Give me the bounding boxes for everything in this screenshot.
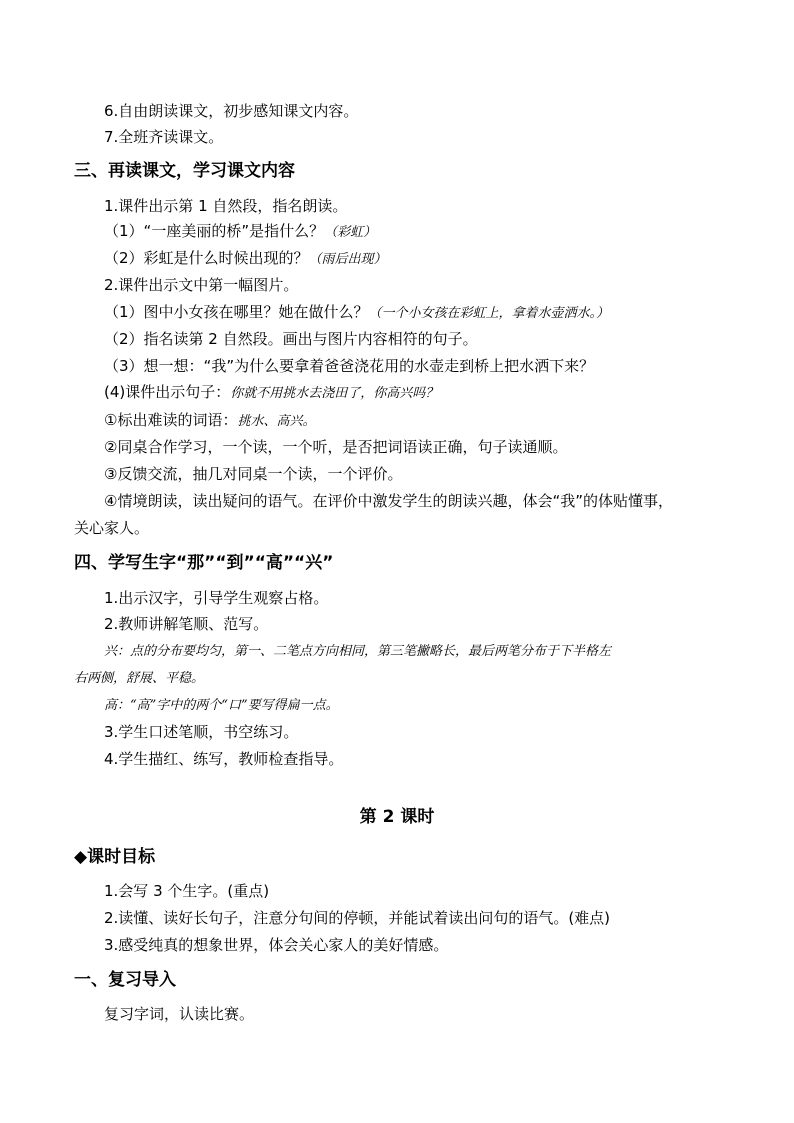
question-1-answer: （彩虹） <box>324 225 377 240</box>
section-4-step-3: 3.学生口述笔顺，书空练习。 <box>104 723 299 741</box>
gao-note: 高：“高”字中的两个“口”要写得扁一点。 <box>104 698 339 713</box>
review-heading: 一、复习导入 <box>74 970 176 990</box>
goal-3: 3.感受纯真的想象世界，体会关心家人的美好情感。 <box>104 936 449 954</box>
activity-3: ③反馈交流，抽几对同桌一个读，一个评价。 <box>104 465 403 483</box>
picture-question-1-answer: （一个小女孩在彩虹上，拿着水壶洒水。） <box>368 306 610 321</box>
lesson-goals-heading: ◆课时目标 <box>74 847 156 867</box>
difficult-words: 挑水、高兴。 <box>237 414 316 429</box>
picture-question-1 <box>104 302 609 324</box>
question-2-answer: （雨后出现） <box>308 252 387 267</box>
picture-question-2: （2）指名读第 2 自然段。画出与图片内容相符的句子。 <box>104 330 478 348</box>
xing-note-line-2: 右两侧，舒展、平稳。 <box>74 671 205 686</box>
step-7: 7.全班齐读课文。 <box>104 128 224 146</box>
section-4-step-4: 4.学生描红、练写，教师检查指导。 <box>104 750 344 768</box>
goal-2: 2.读懂、读好长句子，注意分句间的停顿，并能试着读出问句的语气。(难点) <box>104 909 611 927</box>
section-3-step-2: 2.课件出示文中第一幅图片。 <box>104 276 299 294</box>
section-4-step-1: 1.出示汉字，引导学生观察占格。 <box>104 589 329 607</box>
question-2 <box>104 248 387 270</box>
section-4-heading: 四、学写生字“那”“到”“高”“兴” <box>74 553 334 573</box>
step-6: 6.自由朗读课文，初步感知课文内容。 <box>104 102 359 120</box>
section-4-step-2: 2.教师讲解笔顺、范写。 <box>104 615 269 633</box>
section-3-heading: 三、再读课文，学习课文内容 <box>74 161 295 181</box>
sentence-example: 你就不用挑水去浇田了，你高兴吗？ <box>230 386 439 401</box>
goal-1: 1.会写 3 个生字。(重点) <box>104 882 270 900</box>
activity-1 <box>104 410 315 432</box>
review-text: 复习字词，认读比赛。 <box>104 1005 255 1023</box>
picture-question-1-text: （1）图中小女孩在哪里？她在做什么？ <box>104 303 369 321</box>
section-3-step-1: 1.课件出示第 1 自然段，指名朗读。 <box>104 197 348 215</box>
question-2-text: （2）彩虹是什么时候出现的？ <box>104 249 309 267</box>
activity-4-line-1: ④情境朗读，读出疑问的语气。在评价中激发学生的朗读兴趣，体会“我”的体贴懂事， <box>104 492 673 510</box>
picture-question-4-text: (4)课件出示句子： <box>104 383 231 401</box>
activity-2: ②同桌合作学习，一个读，一个听，是否把词语读正确，句子读通顺。 <box>104 438 568 456</box>
question-1-text: （1）“一座美丽的桥”是指什么？ <box>104 222 325 240</box>
xing-note-line-1: 兴：点的分布要均匀，第一、二笔点方向相同，第三笔撇略长，最后两笔分布于下半格左 <box>104 644 612 659</box>
question-1 <box>104 221 376 243</box>
activity-4-line-2: 关心家人。 <box>74 519 150 537</box>
picture-question-3: （3）想一想：“我”为什么要拿着爸爸浇花用的水壶走到桥上把水洒下来？ <box>104 357 595 375</box>
activity-1-text: ①标出难读的词语： <box>104 411 238 429</box>
lesson-2-title: 第 2 课时 <box>359 807 435 827</box>
picture-question-4 <box>104 382 438 404</box>
